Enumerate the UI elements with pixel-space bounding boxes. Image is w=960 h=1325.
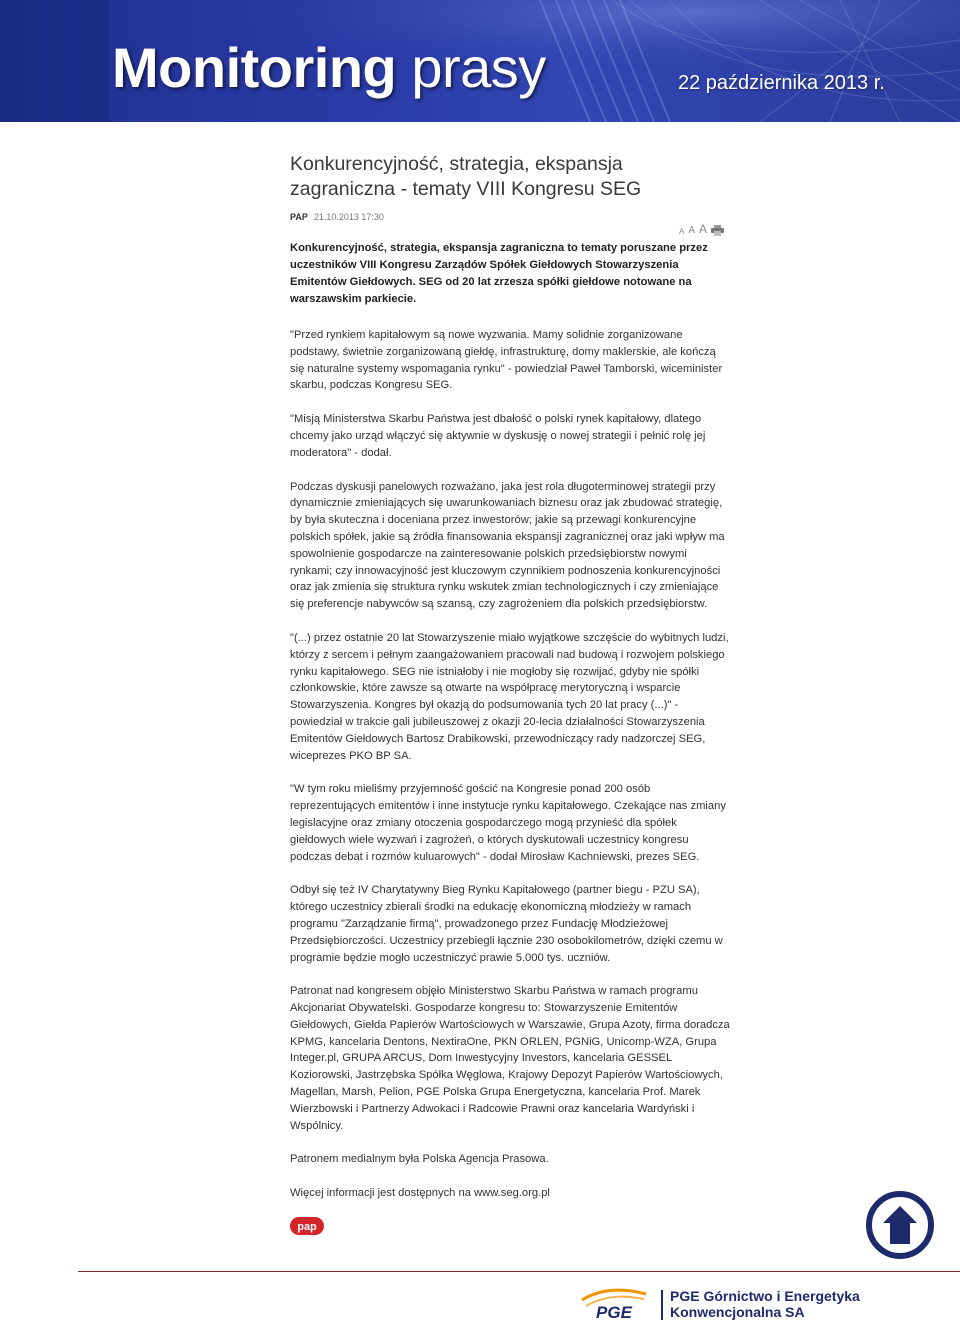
article-timestamp: 21.10.2013 17:30: [313, 212, 384, 222]
footer-logo-divider: [661, 1290, 663, 1320]
page-title-bold: Monitoring: [112, 36, 397, 99]
article-paragraph: Więcej informacji jest dostępnych na www.seg.org.pl: [290, 1187, 550, 1200]
header-banner: [0, 0, 960, 122]
article-paragraph: "W tym roku mieliśmy przyjemność gościć na Kongresie ponad 200 osób reprezentujących emitentów i inne instytucje rynku kapitałowego. Czekające nas zmiany legislacyjne oraz zmiany otoczenia gospodarczego mogą przynieść dla spółek giełdowych wiele wyzwań i zagrożeń, o których dyskutowali uczestnicy kongresu podczas debat i rozmów kuluarowych" - dodał Mirosław Kachniewski, prezes SEG.: [290, 783, 726, 863]
article-paragraph: "(...) przez ostatnie 20 lat Stowarzyszenie miało wyjątkowe szczęście do wybitnych ludzi, którzy z sercem i pełnym zaangażowaniem pracowali nad budową i rozwojem polskiego rynku kapitałowego. SEG nie istniałoby i nie mogłoby się rozwijać, gdyby nie spółki członkowskie, które zawsze są otwarte na współpracę merytoryczną i wsparcie Stowarzyszenia. Kongres był okazją do podsumowania tych 20 lat pracy (...)" - powiedział w trakcie gali jubileuszowej z okazji 20-lecia działalności Stowarzyszenia Emitentów Giełdowych Bartosz Drabikowski, przewodniczący rady nadzorczej SEG, wiceprezes PKO BP SA.: [290, 631, 729, 762]
article-paragraph: Patronat nad kongresem objęło Ministerstwo Skarbu Państwa w ramach programu Akcjonariat Obywatelski. Gospodarze kongresu to: Stowarzyszenie Emitentów Giełdowych, Giełda Papierów Wartościowych w Warszawie, Grupa Azoty, firma doradcza KPMG, kancelaria Dentons, NextiraOne, PKN ORLEN, PGNiG, Unicomp-WZA, Grupa Integer.pl, GRUPA ARCUS, Dom Inwestycyjny Investors, kancelaria GESSEL Koziorowski, Jastrzębska Spółka Węglowa, Krajowy Depozyt Papierów Wartościowych, Magellan, Marsh, Pelion, PGE Polska Grupa Energetyczna, kancelaria Prof. Marek Wierzbowski i Partnerzy Adwokaci i Radcowie Prawni oraz kancelaria Wardyński i Wspólnicy.: [290, 985, 730, 1132]
page-title-rest: prasy: [411, 36, 546, 99]
article-source: PAP: [290, 212, 308, 222]
headline-line-1: Konkurencyjność, strategia, ekspansja: [290, 153, 623, 175]
headline-line-2: zagraniczna - tematy VIII Kongresu SEG: [290, 178, 642, 200]
article-paragraph: Patronem medialnym była Polska Agencja Prasowa.: [290, 1153, 549, 1166]
pap-logo: [290, 1215, 324, 1237]
page-title: [112, 38, 546, 98]
article-tools: [679, 222, 724, 236]
pap-logo-text: pap: [297, 1221, 317, 1233]
issue-date: 22 października 2013 r.: [678, 72, 885, 94]
back-to-top-button[interactable]: [865, 1190, 935, 1260]
article: [290, 152, 730, 1202]
pge-logo-text: PGE: [596, 1303, 632, 1322]
article-paragraph: "Misją Ministerstwa Skarbu Państwa jest dbałość o polski rynek kapitałowy, dlatego chcemy jako urząd włączyć się aktywnie w dyskusję o nowej strategii i pełnić rolę jej moderatora" - dodał.: [290, 413, 706, 459]
print-icon[interactable]: [711, 225, 724, 236]
font-size-medium-button[interactable]: A: [688, 225, 695, 236]
article-headline: [290, 152, 730, 202]
article-paragraph: Podczas dyskusji panelowych rozważano, jaka jest rola długoterminowej strategii przy dynamicznie zmieniających się uwarunkowaniach biznesu oraz jak zbudować strategię, by była skuteczna i doceniana przez inwestorów; jakie są przewagi konkurencyjne polskich spółek, jakie są źródła finansowania ekspansji zagranicznej oraz jaki wpływ ma spowolnienie gospodarcze na zainteresowanie polskich przedsiębiorstw nowymi rynkami; czy innowacyjność jest kluczowym czynnikiem podnoszenia konkurencyjności oraz jak zmienia się struktura rynku wskutek zmian technologicznych i czy zmieniające się preferencje nabywców są szansą, czy zagrożeniem dla polskich przedsiębiorstw.: [290, 480, 725, 611]
company-name: [670, 1288, 860, 1320]
font-size-small-button[interactable]: A: [678, 227, 685, 236]
font-size-large-button[interactable]: A: [698, 222, 707, 236]
company-name-line-2: Konwencjonalna SA: [670, 1304, 805, 1320]
article-meta: [290, 212, 730, 236]
footer-divider-line: [78, 1271, 960, 1272]
article-paragraph: "Przed rynkiem kapitałowym są nowe wyzwania. Mamy solidnie zorganizowane podstawy, świetnie zorganizowaną giełdę, infrastrukturę, domy maklerskie, ale kończą się naturalne systemy wspomagania rynku" - powiedział Paweł Tamborski, wiceminister skarbu, podczas Kongresu SEG.: [290, 329, 723, 392]
company-name-line-1: PGE Górnictwo i Energetyka: [670, 1288, 860, 1304]
article-lead: Konkurencyjność, strategia, ekspansja zagraniczna to tematy poruszane przez uczestników VIII Kongresu Zarządów Spółek Giełdowych Stowarzyszenia Emitentów Giełdowych. SEG od 20 lat zrzesza spółki giełdowe notowane na warszawskim parkiecie.: [290, 242, 708, 305]
article-paragraph: Odbył się też IV Charytatywny Bieg Rynku Kapitałowego (partner biegu - PZU SA), którego uczestnicy zbierali środki na edukację ekonomiczną młodzieży w ramach programu "Zarządzanie firmą", prowadzonego przez Fundację Młodzieżowej Przedsiębiorczości. Uczestnicy przebiegli łącznie 230 osobokilometrów, dzięki czemu w programie będzie mogło uczestniczyć prawie 5.000 tys. uczniów.: [290, 884, 723, 964]
pge-logo: [578, 1286, 650, 1322]
